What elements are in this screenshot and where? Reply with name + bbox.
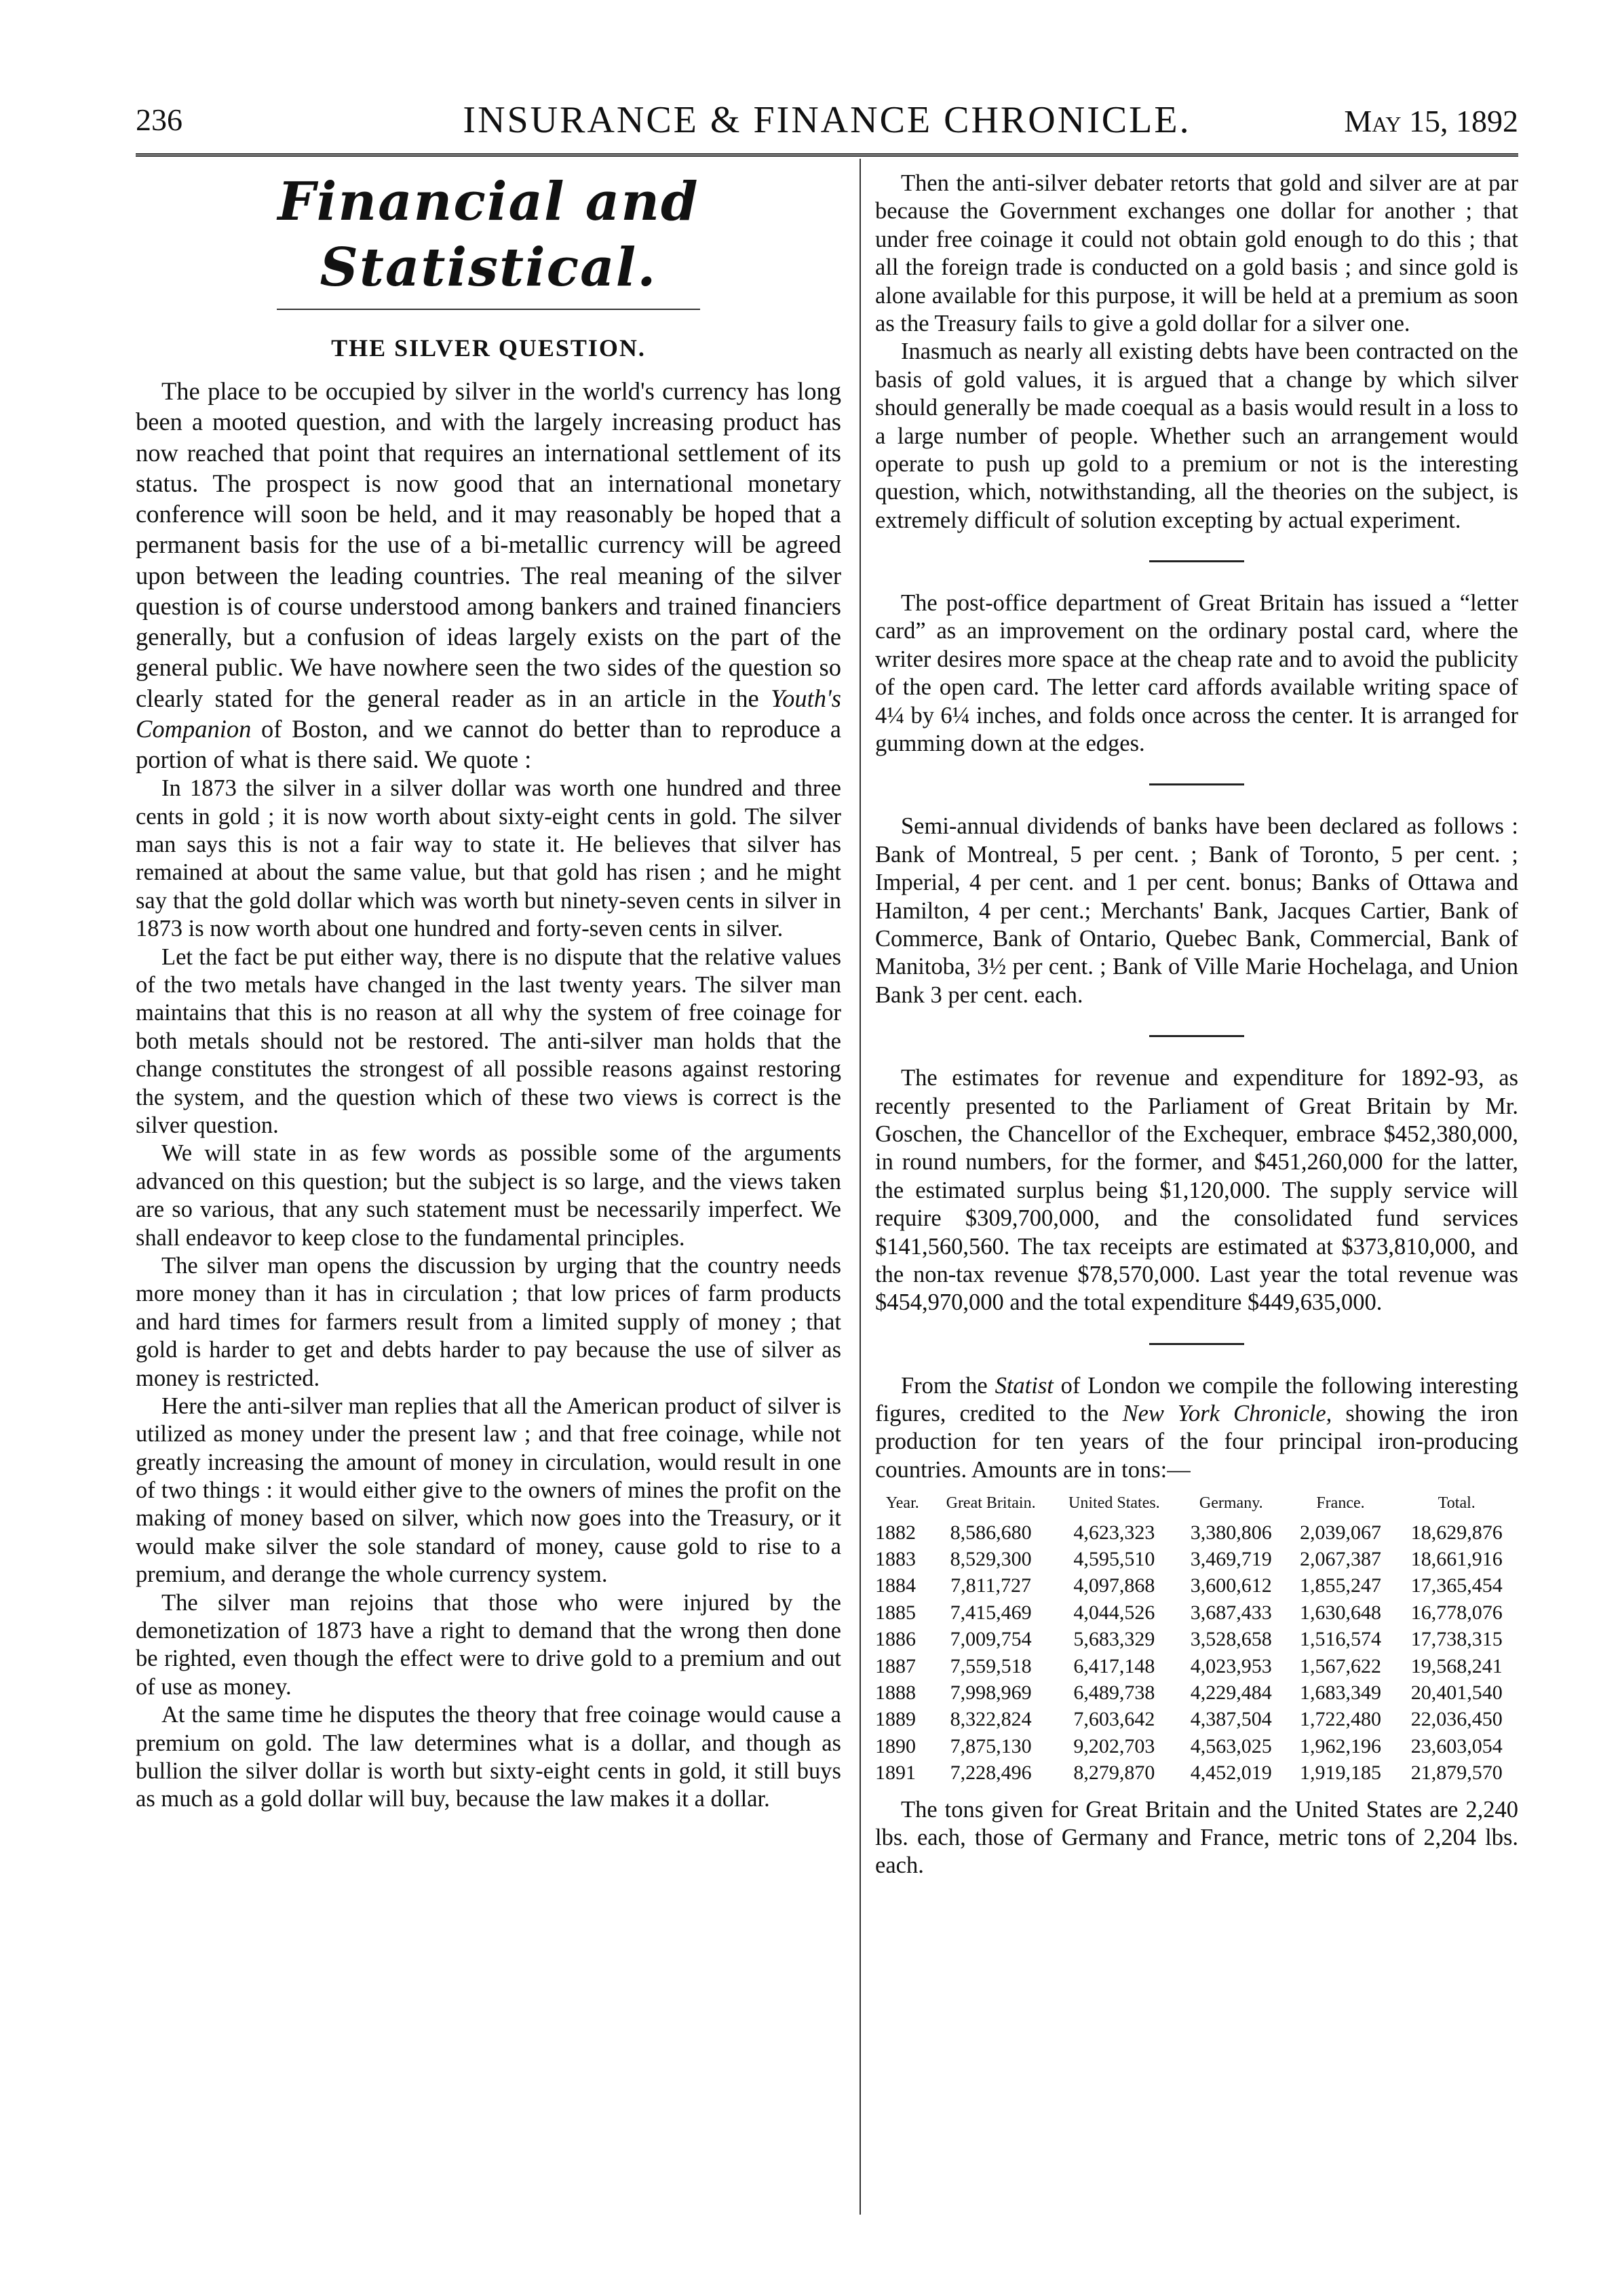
column-header: Year.: [885, 1494, 919, 1513]
table-cell: 7,811,727: [950, 1574, 1032, 1597]
table-cell: 7,875,130: [950, 1734, 1032, 1757]
table-cell: 4,229,484: [1190, 1681, 1272, 1704]
table-cell: 8,529,300: [950, 1548, 1032, 1571]
quote-paragraph: At the same time he disputes the theory that free coinage would cause a premium on gold. The law determines what is a dollar, and though as bullion the silver dollar is worth but sixty-eight cents in gold, it still buys as much as a gold dollar will buy, because the law makes it a dollar.: [136, 1702, 841, 1812]
journal-title: INSURANCE & FINANCE CHRONICLE.: [463, 99, 1191, 141]
table-row: [875, 1706, 1518, 1732]
table-cell: 2,067,387: [1299, 1548, 1381, 1571]
table-cell: 21,879,570: [1410, 1762, 1503, 1785]
table-row: [875, 1679, 1518, 1706]
table-cell: 7,415,469: [950, 1601, 1032, 1624]
column-header: Great Britain.: [946, 1494, 1036, 1513]
table-row: [875, 1626, 1518, 1652]
table-cell: 4,387,504: [1190, 1708, 1272, 1731]
table-cell: 7,009,754: [950, 1628, 1032, 1651]
article-separator: [1149, 560, 1244, 562]
table-cell: 4,563,025: [1190, 1734, 1272, 1757]
quote-paragraph: We will state in as few words as possible some of the arguments advanced on this question; but the subject is so large, and the views taken are so various, that any such statement must be necessarily imperfect. We shall endeavor to keep close to the fundamental principles.: [136, 1140, 841, 1251]
table-cell: 1890: [875, 1734, 916, 1757]
quote-paragraph: Let the fact be put either way, there is no dispute that the relative values of the two metals have changed in the last twenty years. The silver man maintains that this is no reason at all why the system of free coinage for both metals should not be restored. The anti-silver man holds that the change constitutes the strongest of all possible reasons against restoring the system, and the question which of these two views is correct is the silver question.: [136, 943, 841, 1138]
table-cell: 3,380,806: [1190, 1521, 1272, 1544]
table-cell: 1891: [875, 1762, 916, 1785]
table-cell: 7,603,642: [1073, 1708, 1155, 1731]
table-cell: 1882: [875, 1521, 916, 1544]
table-cell: 1886: [875, 1628, 916, 1651]
table-cell: 8,586,680: [950, 1521, 1032, 1544]
table-cell: 2,039,067: [1299, 1521, 1381, 1544]
table-cell: 8,279,870: [1073, 1762, 1155, 1785]
table-cell: 1884: [875, 1574, 916, 1597]
table-cell: 1889: [875, 1708, 916, 1731]
article-intro: [136, 376, 841, 775]
intro-text: The place to be occupied by silver in the world's currency has long been a mooted question, and with the largely increasing product has now reached that point that requires an international settlement of its status. The prospect is now good that an international monetary conference will soon be held, and it may reasonably be hoped that a permanent basis for the use of a bi-metallic currency will be agreed upon between the leading countries. The real meaning of the silver question is of course understood among bankers and trained financiers generally, but a confusion of ideas largely exists on the part of the general public. We have nowhere seen the two sides of the question so clearly stated for the general reader as in an article in the: [136, 377, 841, 712]
table-cell: 4,595,510: [1073, 1548, 1155, 1571]
source-chronicle: New York Chronicle,: [1122, 1401, 1332, 1427]
table-cell: 3,600,612: [1190, 1574, 1272, 1597]
column-header: Total.: [1438, 1494, 1476, 1513]
table-cell: 4,452,019: [1190, 1762, 1272, 1785]
table-cell: 1,722,480: [1299, 1708, 1381, 1731]
table-cell: 6,417,148: [1073, 1654, 1155, 1677]
iron-intro-part: of London we compile the following interesting figures, credited to the: [875, 1372, 1518, 1427]
table-cell: 8,322,824: [950, 1708, 1032, 1731]
table-cell: 18,629,876: [1410, 1521, 1503, 1544]
quote-paragraph: The silver man rejoins that those who were injured by the demonetization of 1873 have a right to demand that the wrong then done be righted, even though the effect were to drive gold to a premium and out of use as money.: [136, 1589, 841, 1700]
table-row: [875, 1759, 1518, 1786]
page-number: 236: [136, 102, 182, 137]
table-row: [875, 1572, 1518, 1599]
table-cell: 1885: [875, 1601, 916, 1624]
table-cell: 4,097,868: [1073, 1574, 1155, 1597]
table-cell: 19,568,241: [1410, 1654, 1503, 1677]
table-cell: 3,687,433: [1190, 1601, 1272, 1624]
table-cell: 4,044,526: [1073, 1601, 1155, 1624]
table-cell: 1,630,648: [1299, 1601, 1381, 1624]
table-cell: 1888: [875, 1681, 916, 1704]
quote-paragraph: Inasmuch as nearly all existing debts have been contracted on the basis of gold values, it is argued that a change by which silver should generally be made coequal as a basis would result in a loss to a large number of people. Whether such an arrangement would operate to push up gold to a premium or not is the interesting question, which, notwithstanding, all the theories on the subject, is extremely difficult of solution excepting by actual experiment.: [875, 338, 1518, 533]
table-cell: 1,567,622: [1299, 1654, 1381, 1677]
table-row: [875, 1599, 1518, 1626]
column-header: Germany.: [1199, 1494, 1263, 1513]
column-header: United States.: [1068, 1494, 1160, 1513]
table-cell: 18,661,916: [1410, 1548, 1503, 1571]
table-row: [875, 1519, 1518, 1546]
table-cell: 7,998,969: [950, 1681, 1032, 1704]
article-separator: [1149, 783, 1244, 785]
table-cell: 1,919,185: [1299, 1762, 1381, 1785]
quote-paragraph: Here the anti-silver man replies that all the American product of silver is utilized as money under the present law ; and that free coinage, while not greatly increasing the amount of money in circulation, would result in one of two things : it would either give to the owners of mines the profit on the making of money based on silver, which now goes into the Treasury, or it would make silver the sole standard of money, cause gold to rise to a premium, and derange the whole currency system.: [136, 1393, 841, 1588]
table-cell: 23,603,054: [1410, 1734, 1503, 1757]
intro-text-end: of Boston, and we cannot do better than to reproduce a portion of what is there said. We quote :: [136, 714, 842, 774]
column-divider: [860, 159, 861, 2215]
article-heading: THE SILVER QUESTION.: [331, 334, 646, 362]
table-cell: 7,559,518: [950, 1654, 1032, 1677]
table-cell: 1883: [875, 1548, 916, 1571]
table-cell: 17,365,454: [1410, 1574, 1503, 1597]
source-publication: Youth's Companion: [136, 684, 842, 743]
table-cell: 20,401,540: [1410, 1681, 1503, 1704]
table-cell: 4,623,323: [1073, 1521, 1155, 1544]
iron-production-table: [875, 1494, 1518, 1786]
table-cell: 1,516,574: [1299, 1628, 1381, 1651]
quote-paragraph: In 1873 the silver in a silver dollar was worth one hundred and three cents in gold ; it is now worth about sixty-eight cents in gold. The silver man says this is not a fair way to state it. He believes that silver has remained at about the same value, but that gold has risen ; and he might say that the gold dollar which was worth but ninety-seven cents in silver in 1873 is now worth about one hundred and forty-seven cents in silver.: [136, 775, 841, 942]
table-cell: 1,962,196: [1299, 1734, 1381, 1757]
iron-production-intro: [875, 1372, 1518, 1485]
article-separator: [1149, 1035, 1244, 1037]
table-row: [875, 1653, 1518, 1679]
table-cell: 5,683,329: [1073, 1628, 1155, 1651]
table-row: [875, 1546, 1518, 1572]
estimates-paragraph: The estimates for revenue and expenditure for 1892-93, as recently presented to the Parliament of Great Britain by Mr. Goschen, the Chancellor of the Exchequer, embrace $452,380,000, in round numbers, for the former, and $451,260,000 for the latter, the estimated surplus being $1,120,000. The supply service will require $309,700,000, and the consolidated fund services $141,560,560. The tax receipts are estimated at $373,810,000, and the non-tax revenue $78,570,000. Last year the total revenue was $454,970,000 and the total expenditure $449,635,000.: [875, 1065, 1518, 1316]
section-title: Financial and Statistical.: [277, 171, 699, 298]
dividends-paragraph: Semi-annual dividends of banks have been declared as follows : Bank of Montreal, 5 per cent. ; Bank of Toronto, 5 per cent. ; Imperial, 4 per cent. and 1 per cent. bonus; Banks of Ottawa and Hamilton, 4 per cent.; Merchants' Bank, Jacques Cartier, Bank of Commerce, Bank of Ontario, Quebec Bank, Commercial, Bank of Manitoba, 3½ per cent. ; Bank of Ville Marie Hochelaga, and Union Bank 3 per cent. each.: [875, 813, 1518, 1008]
table-header-row: [875, 1494, 1518, 1519]
table-cell: 16,778,076: [1410, 1601, 1503, 1624]
iron-intro-part: showing the iron production for ten years of the four principal iron-producing countries. Amounts are in tons:—: [875, 1401, 1518, 1483]
quote-paragraph: The silver man opens the discussion by urging that the country needs more money than it has in circulation ; that low prices of farm products and hard times for farmers result from a limited supply of money ; that gold is harder to get and debts harder to pay because the use of silver as money is restricted.: [136, 1252, 841, 1391]
table-cell: 1,855,247: [1299, 1574, 1381, 1597]
issue-date: May 15, 1892: [1344, 104, 1518, 138]
table-cell: 1887: [875, 1654, 916, 1677]
quote-paragraph: Then the anti-silver debater retorts that gold and silver are at par because the Government exchanges one dollar for another ; that under free coinage it could not obtain gold enough to do this ; that all the foreign trade is conducted on a gold basis ; and since gold is alone available for this purpose, it will be held at a premium as soon as the Treasury fails to give a gold dollar for a silver one.: [875, 170, 1518, 336]
left-column: [136, 170, 841, 1814]
right-column: [875, 170, 1518, 1880]
article-separator: [1149, 1343, 1244, 1345]
page-header: [136, 95, 1518, 149]
table-cell: 3,469,719: [1190, 1548, 1272, 1571]
table-cell: 3,528,658: [1190, 1628, 1272, 1651]
letter-card-paragraph: The post-office department of Great Britain has issued a “letter card” as an improvement on the ordinary postal card, where the writer desires more space at the cheap rate and to avoid the publicity of the open card. The letter card affords available writing space of 4¼ by 6¼ inches, and folds once across the center. It is arranged for gumming down at the edges.: [875, 590, 1518, 757]
table-cell: 22,036,450: [1410, 1708, 1503, 1731]
table-cell: 7,228,496: [950, 1762, 1032, 1785]
table-cell: 17,738,315: [1410, 1628, 1503, 1651]
title-rule: [277, 309, 700, 310]
header-rule: [136, 153, 1518, 157]
table-cell: 4,023,953: [1190, 1654, 1272, 1677]
iron-footnote: The tons given for Great Britain and the United States are 2,240 lbs. each, those of Germany and France, metric tons of 2,204 lbs. each.: [875, 1796, 1518, 1879]
table-cell: 6,489,738: [1073, 1681, 1155, 1704]
source-statist: Statist: [995, 1372, 1054, 1399]
table-row: [875, 1733, 1518, 1759]
table-cell: 1,683,349: [1299, 1681, 1381, 1704]
table-cell: 9,202,703: [1073, 1734, 1155, 1757]
column-header: France.: [1316, 1494, 1365, 1513]
iron-intro-part: From the: [901, 1372, 988, 1399]
